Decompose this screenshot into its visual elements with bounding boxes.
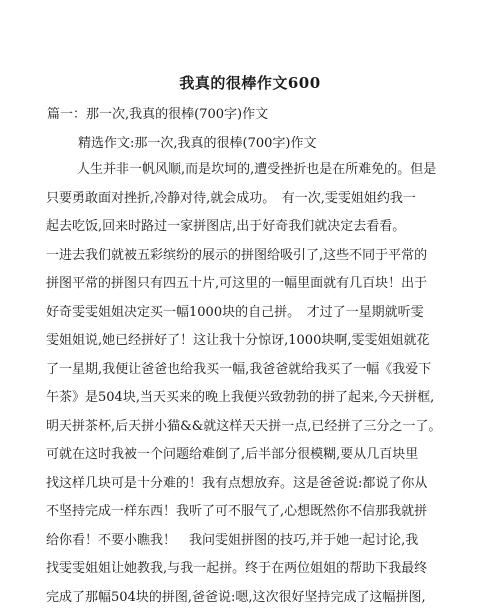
body-line: 了一星期,我便让爸爸也给我买一幅,我爸爸就给我买了一幅《我爱下 <box>46 360 466 389</box>
page-title: 我真的很棒作文600 <box>0 72 500 93</box>
body-line: 雯姐姐说,她已经拼好了！这让我十分惊讶,1000块啊,雯雯姐姐就花 <box>46 331 466 360</box>
body-line: 找这样几块可是十分难的！我有点想放弃。这是爸爸说:都说了你从 <box>46 474 466 503</box>
body-line: 一进去我们就被五彩缤纷的展示的拼图给吸引了,这些不同于平常的 <box>46 246 466 275</box>
body-line: 明天拼茶杯,后天拼小猫&&就这样天天拼一点,已经拼了三分之一了。 <box>46 417 466 446</box>
body-line: 不坚持完成一样东西！我听了可不服气了,心想既然你不信那我就拼 <box>46 502 466 531</box>
body-line: 午茶》是504块,当天买来的晚上我便兴致勃勃的拼了起来,今天拼框, <box>46 388 466 417</box>
body-line: 人生并非一帆风顺,而是坎坷的,遭受挫折也是在所难免的。但是 <box>46 160 466 189</box>
article-body <box>46 160 466 616</box>
body-line: 找雯雯姐姐让她教我,与我一起拼。终于在两位姐姐的帮助下我最终 <box>46 559 466 588</box>
body-line: 只要勇敢面对挫折,冷静对待,就会成功。 有一次,雯雯姐姐约我一 <box>46 189 466 218</box>
body-line: 拼图平常的拼图只有四五十片,可这里的一幅里面就有几百块！出于 <box>46 274 466 303</box>
body-line: 可就在这时我被一个问题给难倒了,后半部分很模糊,要从几百块里 <box>46 445 466 474</box>
body-line: 完成了那幅504块的拼图,爸爸说:嗯,这次很好坚持完成了这幅拼图, <box>46 588 466 616</box>
section-heading: 篇一：那一次,我真的很棒(700字)作文 <box>47 103 268 122</box>
article-subheading: 精选作文:那一次,我真的很棒(700字)作文 <box>78 132 316 151</box>
body-line: 给你看！不要小瞧我！ 我问雯姐拼图的技巧,并于她一起讨论,我 <box>46 531 466 560</box>
body-line: 好奇雯雯姐姐决定买一幅1000块的自己拼。 才过了一星期就听雯 <box>46 303 466 332</box>
body-line: 起去吃饭,回来时路过一家拼图店,出于好奇我们就决定去看看。 <box>46 217 466 246</box>
